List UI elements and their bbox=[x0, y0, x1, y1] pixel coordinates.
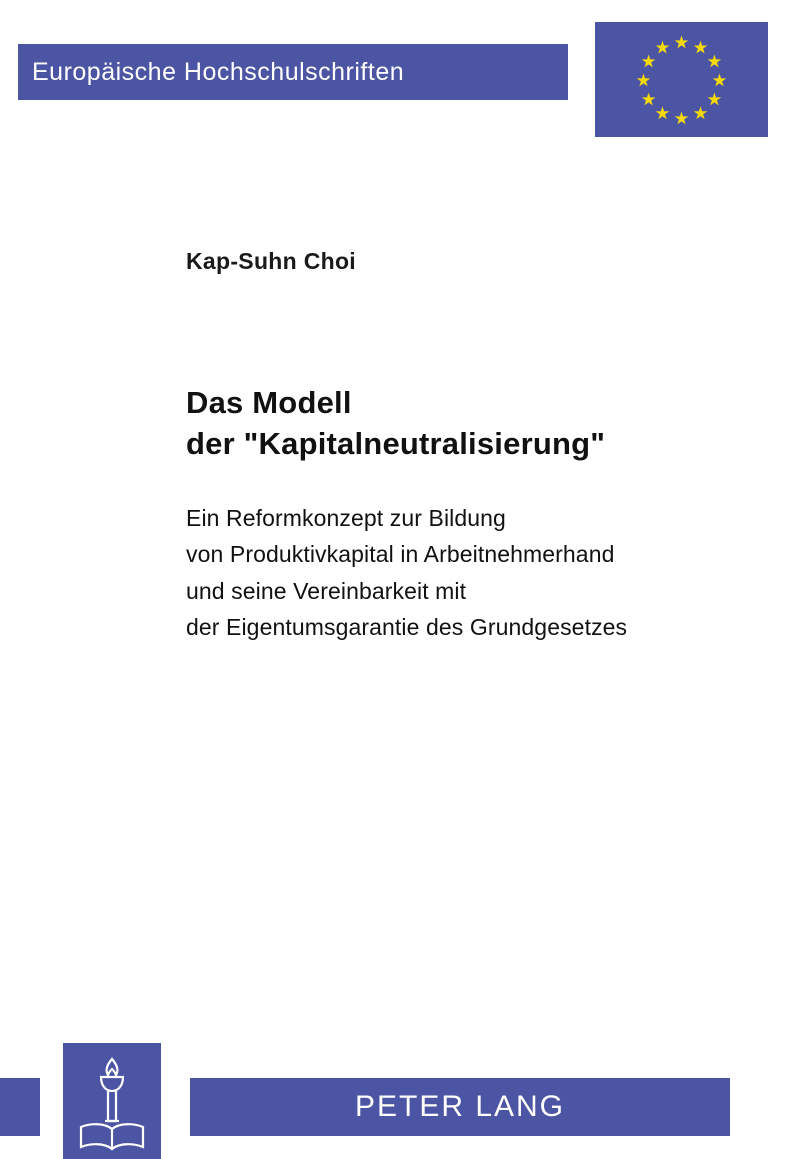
european-union-flag bbox=[595, 22, 768, 137]
book-subtitle-line-2: von Produktivkapital in Arbeitnehmerhand bbox=[186, 541, 615, 568]
book-subtitle-line-3: und seine Vereinbarkeit mit bbox=[186, 577, 467, 604]
eu-stars-icon bbox=[595, 22, 768, 137]
series-title: Europäische Hochschulschriften bbox=[32, 58, 405, 86]
publisher-logo bbox=[63, 1043, 161, 1159]
book-title-line-2: der "Kapitalneutralisierung" bbox=[186, 426, 606, 462]
publisher-name: PETER LANG bbox=[354, 1090, 566, 1123]
author-name: Kap-Suhn Choi bbox=[186, 248, 356, 274]
peter-lang-torch-book-logo-icon bbox=[63, 1043, 161, 1159]
book-title bbox=[186, 382, 766, 464]
book-title-line-1: Das Modell bbox=[186, 385, 352, 420]
publisher-band-left-tab bbox=[0, 1078, 40, 1136]
book-subtitle-line-4: der Eigentumsgarantie des Grundgesetzes bbox=[186, 613, 628, 640]
book-subtitle-line-1: Ein Reformkonzept zur Bildung bbox=[186, 505, 506, 531]
book-subtitle bbox=[186, 500, 786, 645]
